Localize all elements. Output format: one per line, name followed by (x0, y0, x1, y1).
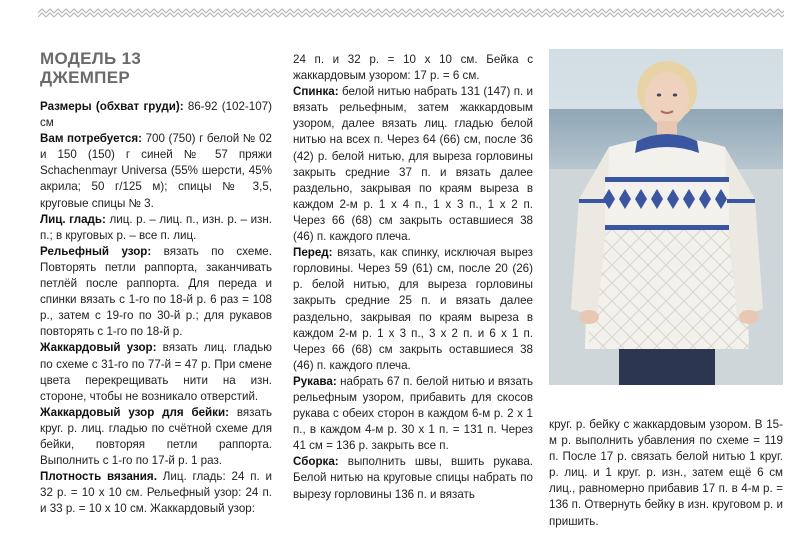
relief-paragraph (40, 244, 272, 341)
stockinette-label: Лиц. гладь: (40, 212, 106, 226)
jacquard-label: Жаккардовый узор: (40, 341, 157, 355)
instructions-column-3 (549, 417, 783, 530)
sizes-text: 86-92 (102-107) см (40, 100, 272, 130)
materials-label: Вам потребуется: (40, 132, 142, 146)
front-text: вязать, как спинку, исключая вырез горловины. Через 59 (61) см, после 20 (26) р. белой нитью, для выреза горловины закрыть средние 25 п. и вязать далее раздельно, закрывая по краям выреза в каждом 2-м р. 1 x 3 п., 3 x 2 п. и 6 x 1 п. Через 66 (68) см закрыть оставшиеся 38 (46) п. каждого плеча. (293, 246, 533, 372)
stockinette-text: лиц. р. – лиц. п., изн. р. – изн. п.; в круговых р. – все п. лиц. (40, 212, 272, 242)
assembly-text: выполнить швы, вшить рукава. Белой нитью на круговые спицы набрать по вырезу горловины 136 п. и вязать (293, 455, 533, 501)
sizes-label: Размеры (обхват груди): (40, 100, 184, 113)
assembly-label: Сборка: (293, 455, 339, 469)
model-photo (549, 49, 783, 385)
instructions-column-2 (293, 52, 533, 503)
garment-type: ДЖЕМПЕР (40, 68, 130, 87)
materials-text: 700 (750) г белой № 02 и 150 (150) г синей № 57 пряжи Schachenmayr Universa (55% шерсти, 45% акрила; 50 г/125 м); спицы № 3,5, круговые спицы № 3. (40, 132, 272, 210)
materials-paragraph (40, 131, 272, 211)
assembly-continued: круг. р. бейку с жаккардовым узором. В 15-м р. выполнить убавления по схеме = 119 п. После 17 р. связать белой нитью 1 круг. р. лиц. и 1 круг. р. изн., затем ещё 6 см лиц., равномерно прибавив 17 п. в 4-м р. = 136 п. Отвернуть бейку в изн. круговом р. и пришить. (549, 418, 783, 528)
relief-text: вязать по схеме. Повторять петли раппорта, заканчивать петлёй после раппорта. Для переда и спинки вязать с 1-го по 18-й р. 6 раз = 108 р., затем с 19-го по 30-й р.; для рукавов повторять с 1-го по 18-й р. (40, 244, 272, 339)
instructions-column-1 (40, 99, 272, 517)
relief-label: Рельефный узор: (40, 244, 152, 258)
photo-illustration (549, 49, 783, 385)
back-paragraph (293, 84, 533, 245)
sizes-paragraph (40, 99, 272, 131)
model-heading (40, 49, 280, 87)
gauge-label: Плотность вязания. (40, 470, 157, 484)
sleeves-text: набрать 67 п. белой нитью и вязать рельефным узором, прибавить для скосов рукава с обеих сторон в каждом 6-м р. 2 x 1 п., в каждом 4-м р. 30 x 1 п. = 131 п. Через 41 см = 136 р. закрыть все п. (293, 374, 533, 453)
jacquard-paragraph (40, 340, 272, 404)
gauge-continued: 24 п. и 32 р. = 10 x 10 см. Бейка с жаккардовым узором: 17 р. = 6 см. (293, 53, 533, 83)
gauge-text: Лиц. гладь: 24 п. и 32 р. = 10 x 10 см. Рельефный узор: 24 п. и 33 р. = 10 x 10 см. Жаккардовый узор: (40, 470, 272, 516)
gauge-paragraph (40, 469, 272, 517)
jacquard-trim-label: Жаккардовый узор для бейки: (40, 405, 229, 419)
front-label: Перед: (293, 246, 333, 260)
stockinette-paragraph (40, 212, 272, 244)
jacquard-trim-paragraph (40, 405, 272, 469)
back-text: белой нитью набрать 131 (147) п. и вязать рельефным, затем жаккардовым узором, далее вязать лиц. гладью белой нитью на всех п. Через 64 (66) см, после 36 (42) р. белой нитью, для выреза горловины закрыть средние 37 п. и вязать далее раздельно, закрывая по краям выреза в каждом 2-м р. 1 x 4 п., 1 x 3 п., 1 x 2 п. Через 66 (68) см закрыть оставшиеся 38 (46) п. каждого плеча. (293, 85, 533, 244)
decorative-zigzag-border (38, 7, 784, 19)
jacquard-text: вязать лиц. гладью по схеме с 31-го по 77-й = 47 р. При смене цвета перекрещивать нити на изн. стороне, чтобы не возникало отверстий. (40, 341, 272, 403)
sleeves-label: Рукава: (293, 374, 337, 388)
face-shape (645, 72, 689, 126)
front-paragraph (293, 245, 533, 374)
jacquard-trim-text: вязать круг. р. лиц. гладью по счётной схеме для бейки, повторяя петли раппорта. Выполнить с 1-го по 17-й р. 1 раз. (40, 405, 272, 468)
model-number: МОДЕЛЬ 13 (40, 49, 142, 68)
sleeves-paragraph (293, 374, 533, 454)
back-label: Спинка: (293, 85, 339, 99)
assembly-paragraph (293, 454, 533, 502)
